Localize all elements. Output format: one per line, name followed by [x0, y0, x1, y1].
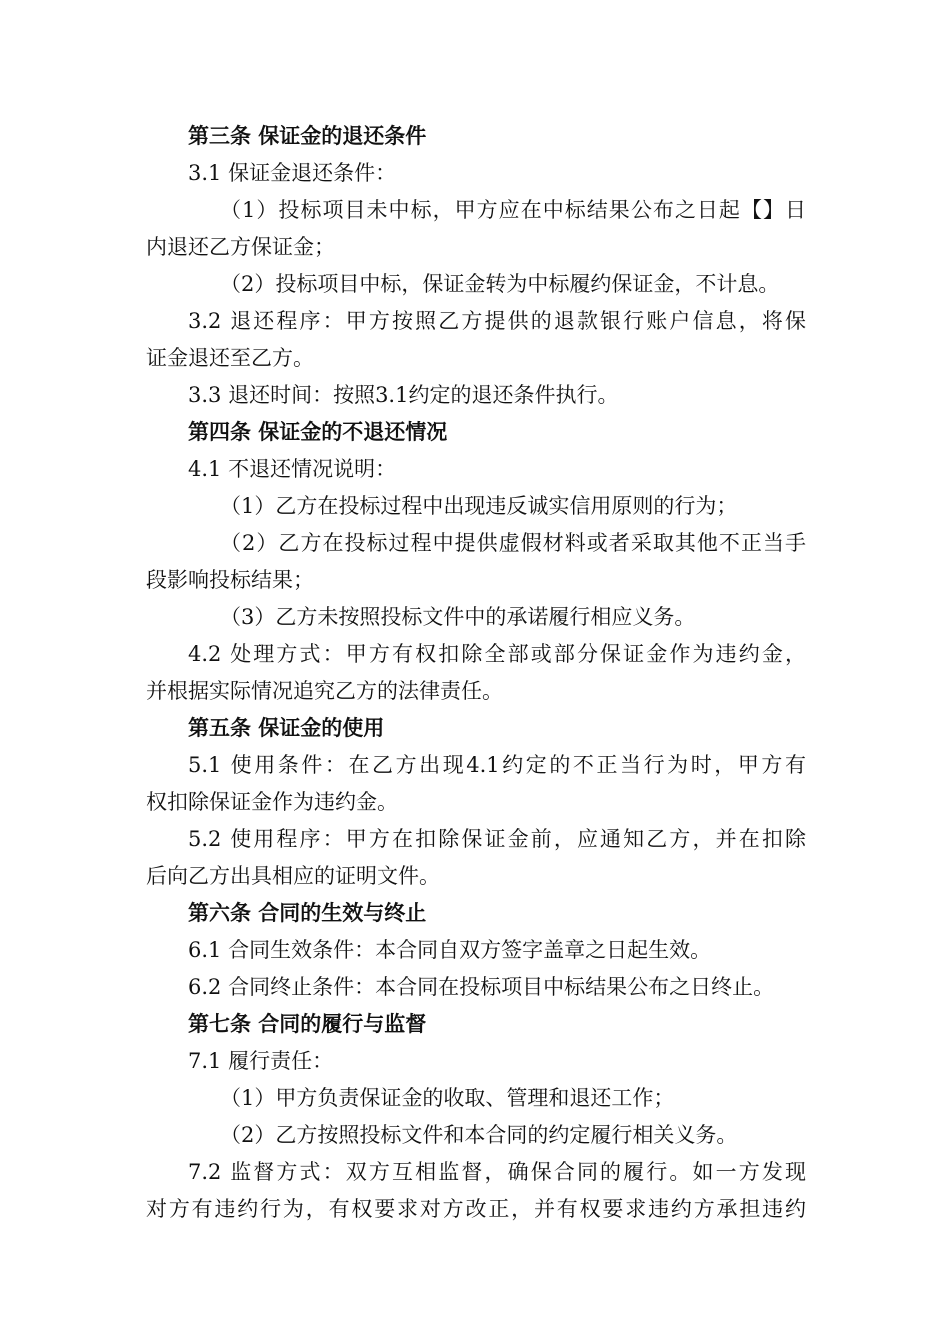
document-line: （1）乙方在投标过程中出现违反诚实信用原则的行为； [220, 494, 738, 518]
document-line: 对方有违约行为，有权要求对方改正，并有权要求违约方承担违约 [146, 1197, 806, 1221]
document-line: 段影响投标结果； [146, 568, 314, 592]
document-line: （2）乙方在投标过程中提供虚假材料或者采取其他不正当手 [220, 531, 806, 555]
document-line: 4.1 不退还情况说明： [188, 457, 397, 481]
article-heading: 第三条 保证金的退还条件 [188, 124, 427, 148]
document-line: （1）甲方负责保证金的收取、管理和退还工作； [220, 1086, 675, 1110]
document-line: （2）乙方按照投标文件和本合同的约定履行相关义务。 [220, 1123, 738, 1147]
document-page [146, 118, 806, 1228]
document-line: （2）投标项目中标，保证金转为中标履约保证金，不计息。 [220, 272, 780, 296]
document-line: 内退还乙方保证金； [146, 235, 335, 259]
article-heading: 第四条 保证金的不退还情况 [188, 420, 448, 444]
document-line: 3.3 退还时间：按照3.1约定的退还条件执行。 [188, 383, 619, 407]
document-line: （1）投标项目未中标，甲方应在中标结果公布之日起【】日 [220, 198, 806, 222]
document-line: 证金退还至乙方。 [146, 346, 314, 370]
document-line: 7.2 监督方式：双方互相监督，确保合同的履行。如一方发现 [188, 1160, 806, 1184]
article-heading: 第五条 保证金的使用 [188, 716, 385, 740]
article-heading: 第七条 合同的履行与监督 [188, 1012, 427, 1036]
document-line: 3.2 退还程序：甲方按照乙方提供的退款银行账户信息，将保 [188, 309, 806, 333]
document-line: 5.1 使用条件：在乙方出现4.1约定的不正当行为时，甲方有 [188, 753, 806, 777]
article-heading: 第六条 合同的生效与终止 [188, 901, 427, 925]
document-line: （3）乙方未按照投标文件中的承诺履行相应义务。 [220, 605, 696, 629]
document-line: 3.1 保证金退还条件： [188, 161, 397, 185]
document-line: 6.1 合同生效条件：本合同自双方签字盖章之日起生效。 [188, 938, 712, 962]
document-line: 4.2 处理方式：甲方有权扣除全部或部分保证金作为违约金， [188, 642, 806, 666]
document-line: 6.2 合同终止条件：本合同在投标项目中标结果公布之日终止。 [188, 975, 775, 999]
document-line: 后向乙方出具相应的证明文件。 [146, 864, 440, 888]
document-line: 权扣除保证金作为违约金。 [146, 790, 398, 814]
document-line: 7.1 履行责任： [188, 1049, 334, 1073]
document-line: 并根据实际情况追究乙方的法律责任。 [146, 679, 503, 703]
document-line: 5.2 使用程序：甲方在扣除保证金前，应通知乙方，并在扣除 [188, 827, 806, 851]
